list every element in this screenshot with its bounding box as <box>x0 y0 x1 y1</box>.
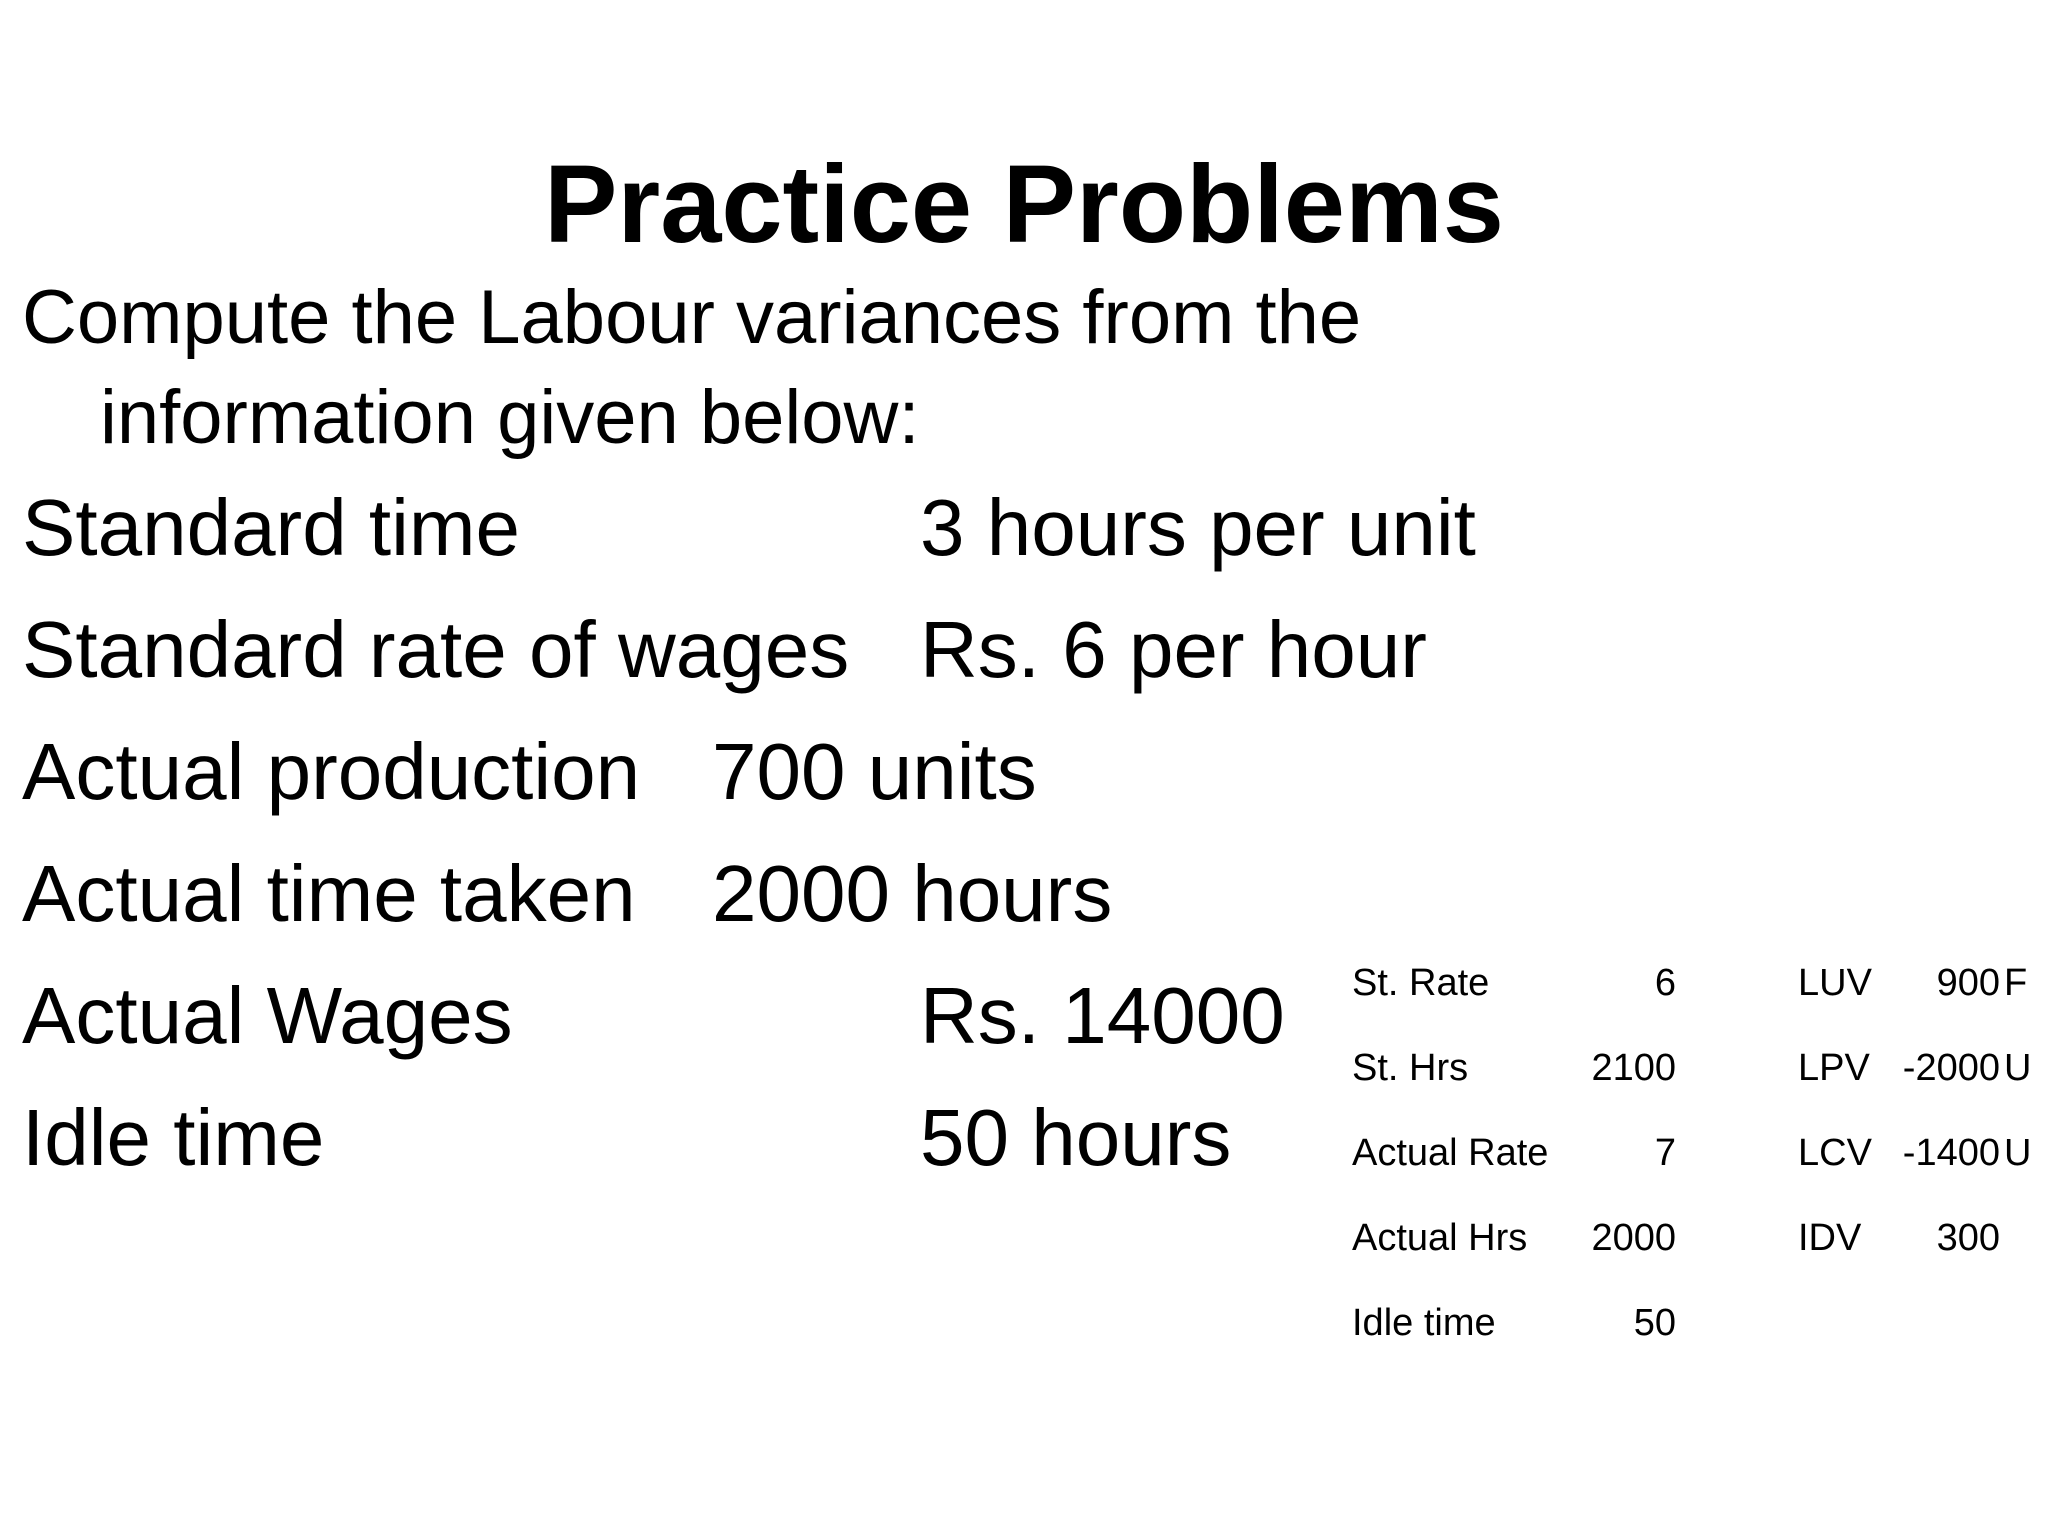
item-value: Rs. 6 per hour <box>920 605 1427 694</box>
calc-result-flag: U <box>2004 1132 2032 1174</box>
slide-title: Practice Problems <box>544 143 1504 266</box>
item-label: Actual time taken <box>22 849 636 938</box>
calc-input-value: 2000 <box>1591 1217 1676 1259</box>
item-value: Rs. 14000 <box>920 971 1285 1060</box>
calc-input-value: 50 <box>1633 1302 1676 1344</box>
item-value: 700 units <box>712 727 1037 816</box>
item-actual-time <box>22 844 1113 944</box>
calc-input-label: St. Hrs <box>1352 1047 1469 1089</box>
item-label: Idle time <box>22 1093 325 1182</box>
intro-line-1: Compute the Labour variances from the <box>22 275 1362 360</box>
item-actual-wages <box>22 966 1285 1066</box>
item-actual-production <box>22 722 1037 822</box>
calc-result-label: LUV <box>1798 962 1872 1004</box>
calc-result-flag: F <box>2004 962 2028 1004</box>
calc-result-value: 300 <box>1936 1217 2000 1259</box>
calc-input-label: Actual Hrs <box>1352 1217 1528 1259</box>
item-idle-time <box>22 1088 1232 1188</box>
calc-input-label: St. Rate <box>1352 962 1490 1004</box>
item-value: 3 hours per unit <box>920 483 1476 572</box>
item-label: Standard time <box>22 483 521 572</box>
calc-input-value: 2100 <box>1591 1047 1676 1089</box>
item-label: Standard rate of wages <box>22 605 850 694</box>
calc-input-label: Idle time <box>1352 1302 1496 1344</box>
intro-text <box>22 268 1502 468</box>
calc-input-value: 6 <box>1654 962 1676 1004</box>
calc-result-value: -1400 <box>1902 1132 2000 1174</box>
item-value: 2000 hours <box>712 849 1113 938</box>
item-standard-rate <box>22 600 1427 700</box>
calc-result-label: LCV <box>1798 1132 1872 1174</box>
item-standard-time <box>22 478 1476 578</box>
calc-result-value: -2000 <box>1902 1047 2000 1089</box>
item-label: Actual production <box>22 727 641 816</box>
intro-line-2: information given below: <box>100 375 920 460</box>
item-value: 50 hours <box>920 1093 1232 1182</box>
calc-input-value: 7 <box>1654 1132 1676 1174</box>
item-label: Actual Wages <box>22 971 513 1060</box>
calc-result-value: 900 <box>1936 962 2000 1004</box>
calc-result-label: IDV <box>1798 1217 1862 1259</box>
calc-input-label: Actual Rate <box>1352 1132 1549 1174</box>
calc-result-label: LPV <box>1798 1047 1870 1089</box>
calc-result-flag: U <box>2004 1047 2032 1089</box>
